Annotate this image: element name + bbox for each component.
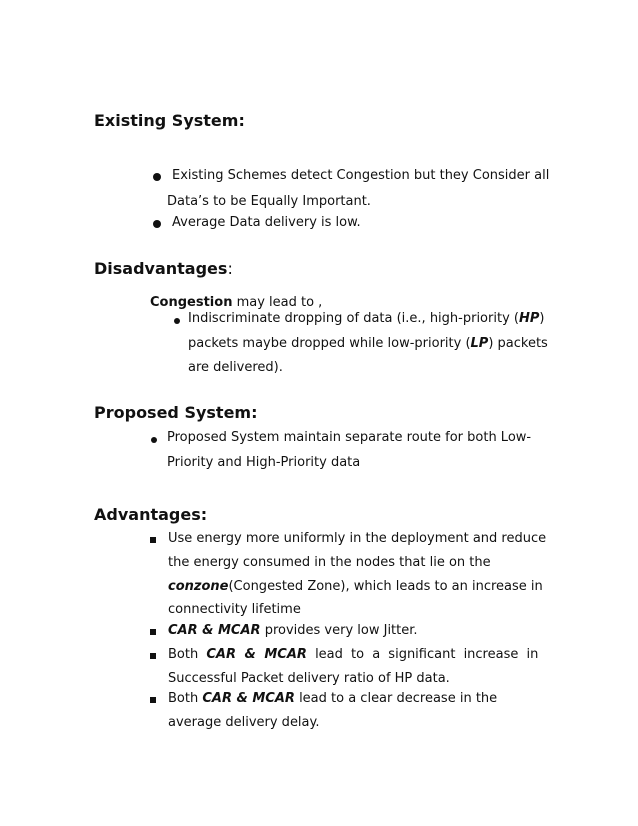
existing-item-1-line-1: Existing Schemes detect Congestion but they Consider all: [172, 168, 550, 183]
adv-l3-rest: (Congested Zone), which leads to an increase in: [228, 579, 543, 594]
bullet-icon: [151, 437, 157, 443]
disadvantages-item-line-1: [188, 311, 544, 327]
adv-conzone: conzone: [168, 579, 229, 594]
bullet-icon: [153, 220, 161, 228]
heading-disadvantages: [94, 259, 233, 278]
advantages-item-1-line-4: connectivity lifetime: [168, 602, 301, 617]
disadvantages-intro-rest: may lead to ,: [232, 295, 323, 310]
advantages-item-3-line-2: Successful Packet delivery ratio of HP data.: [168, 671, 450, 686]
dis-l2-lp: LP: [470, 336, 489, 351]
disadvantages-intro: [150, 295, 322, 311]
advantages-item-4-line-1: [168, 691, 497, 707]
adv-item2-rest: provides very low Jitter.: [260, 623, 418, 638]
advantages-item-4-line-2: average delivery delay.: [168, 715, 320, 730]
square-bullet-icon: [150, 697, 156, 703]
existing-item-2-line-1: Average Data delivery is low.: [172, 215, 361, 230]
heading-disadvantages-colon: :: [227, 259, 233, 278]
existing-item-1-line-2: Data’s to be Equally Important.: [167, 194, 371, 209]
adv-item3-a: Both: [168, 647, 199, 662]
bullet-icon: [153, 173, 161, 181]
disadvantages-item-line-2: [188, 336, 548, 352]
adv-item4-c: lead to a clear decrease in the: [299, 691, 498, 706]
advantages-item-1-line-1: Use energy more uniformly in the deployment and reduce: [168, 531, 547, 546]
adv-item3-c: lead to a significant increase in: [315, 647, 539, 662]
square-bullet-icon: [150, 629, 156, 635]
proposed-line-2: Priority and High-Priority data: [167, 455, 361, 470]
adv-item4-b: CAR & MCAR: [202, 691, 295, 706]
advantages-item-2: [168, 623, 418, 639]
adv-item2-bold: CAR & MCAR: [168, 623, 261, 638]
bullet-icon: [174, 318, 180, 324]
adv-item4-a: Both: [168, 691, 199, 706]
dis-l2-a: packets maybe dropped while low-priority (: [188, 336, 471, 351]
heading-existing-system: Existing System:: [94, 111, 245, 130]
dis-l1-a: Indiscriminate dropping of data (i.e., high-priority (: [188, 311, 519, 326]
advantages-item-1-line-3: [168, 579, 543, 595]
advantages-item-1-line-2: the energy consumed in the nodes that lie on the: [168, 555, 491, 570]
disadvantages-item-line-3: are delivered).: [188, 360, 283, 375]
heading-disadvantages-text: Disadvantages: [94, 259, 228, 278]
adv-item3-b: CAR & MCAR: [206, 647, 307, 662]
heading-advantages: Advantages:: [94, 505, 208, 524]
disadvantages-intro-bold: Congestion: [150, 295, 233, 310]
proposed-line-1: Proposed System maintain separate route for both Low-: [167, 430, 532, 445]
dis-l2-c: ) packets: [488, 336, 548, 351]
dis-l1-c: ): [539, 311, 545, 326]
advantages-item-3-line-1: [168, 647, 544, 663]
heading-proposed-system: Proposed System:: [94, 403, 258, 422]
square-bullet-icon: [150, 653, 156, 659]
square-bullet-icon: [150, 537, 156, 543]
dis-l1-hp: HP: [518, 311, 540, 326]
